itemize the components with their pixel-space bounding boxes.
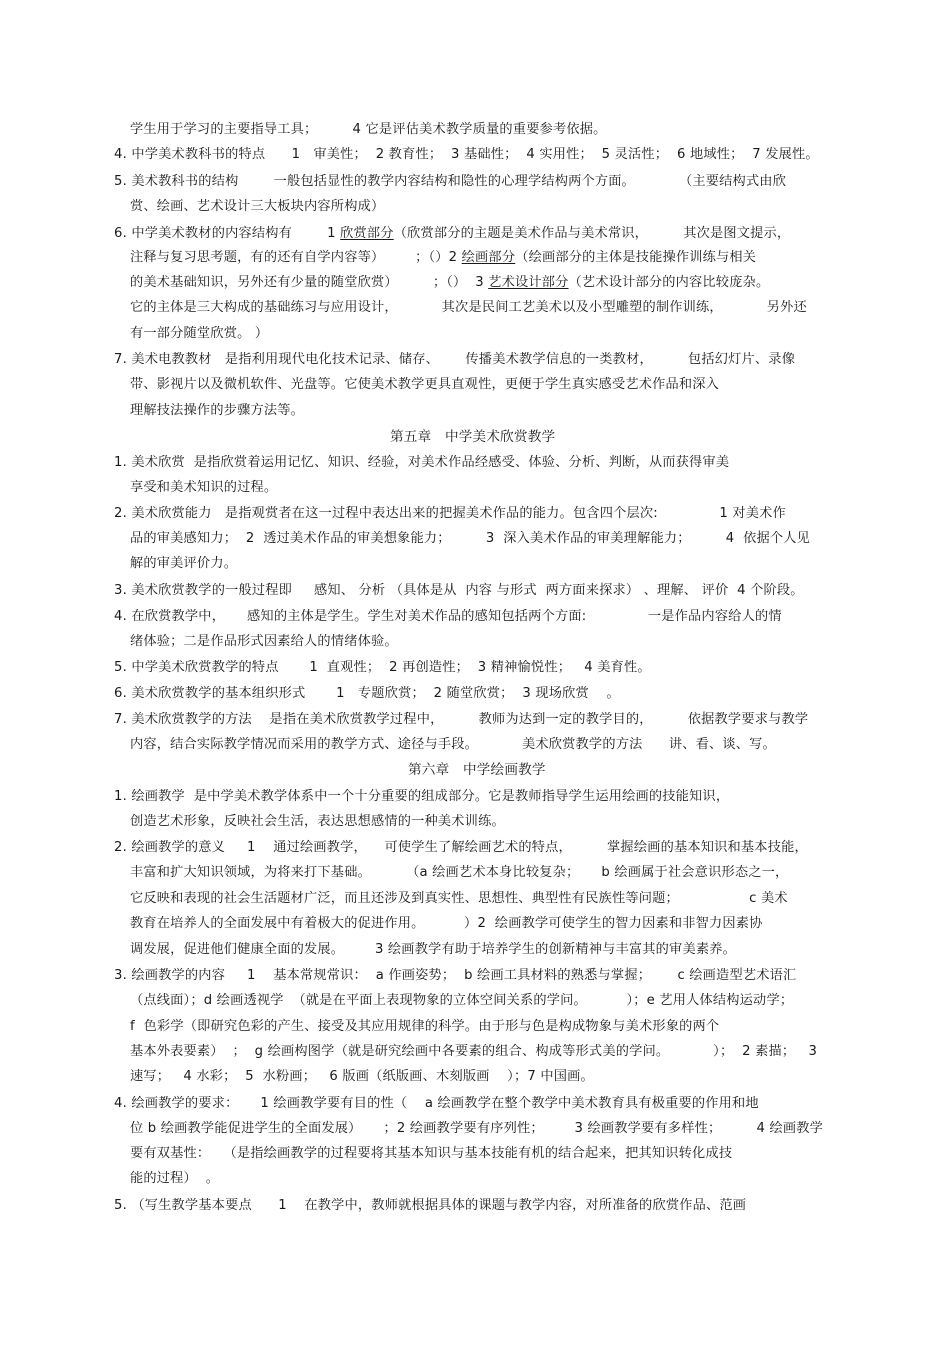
text-line: 带、影视片以及微机软件、光盘等。它使美术教学更具直观性，更便于学生真实感受艺术作品和深入 — [130, 377, 720, 392]
text-line: 基本外表要素） ； g 绘画构图学（就是研究绘画中各要素的组合、构成等形式美的学问。 ）； 2 素描； 3 — [130, 1044, 818, 1059]
text-line: 1. 美术欣赏 是指欣赏着运用记忆、知识、经验，对美术作品经感受、体验、分析、判断，从而获得审美 — [114, 455, 730, 470]
text-span: （欣赏部分的主题是美术作品与美术常识， 其次是图文提示， — [393, 226, 791, 241]
text-line: 有一部分随堂欣赏。 ） — [130, 326, 269, 341]
text-line: 2. 绘画教学的意义 1 通过绘画教学， 可使学生了解绘画艺术的特点， 掌握绘画的基本知识和基本技能， — [114, 840, 808, 855]
chapter-title: 第五章 中学美术欣赏教学 — [390, 429, 556, 445]
text-line: 4. 中学美术教科书的特点 1 审美性； 2 教育性； 3 基础性； 4 实用性； 5 灵活性； 6 地域性； 7 发展性。 — [114, 147, 819, 162]
text-line: 5. 美术教科书的结构 一般包括显性的教学内容结构和隐性的心理学结构两个方面。 （主要结构式由欣 — [114, 174, 787, 189]
text-line: 绪体验；二是作品形式因素给人的情绪体验。 — [130, 634, 398, 649]
text-line: 3. 美术欣赏教学的一般过程即 感知、 分析 （具体是从 内容 与形式 两方面来探求） 、理解、 评价 4 个阶段。 — [114, 583, 804, 598]
text-line: 学生用于学习的主要指导工具； 4 它是评估美术教学质量的重要参考依据。 — [130, 122, 607, 137]
text-line: 3. 绘画教学的内容 1 基本常规常识： a 作画姿势； b 绘画工具材料的熟悉与掌握； c 绘画造型艺术语汇 — [114, 968, 797, 983]
text-span: （艺术设计部分的内容比较庞杂。 — [568, 275, 770, 290]
text-span: （绘画部分的主体是技能操作训练与相关 — [515, 250, 757, 265]
underlined-term: 艺术设计部分 — [488, 275, 569, 290]
text-line: 解的审美评价力。 — [130, 556, 238, 571]
text-line: 1. 绘画教学 是中学美术教学体系中一个十分重要的组成部分。它是教师指导学生运用绘画的技能知识， — [114, 789, 730, 804]
text-line: 4. 绘画教学的要求： 1 绘画教学要有目的性（ a 绘画教学在整个教学中美术教育具有极重要的作用和地 — [114, 1096, 759, 1111]
text-line: 7. 美术欣赏教学的方法 是指在美术欣赏教学过程中， 教师为达到一定的教学目的， 依据教学要求与教学 — [114, 712, 809, 727]
text-line: （点线面）；d 绘画透视学 （就是在平面上表现物象的立体空间关系的学问。 ）；e 艺用人体结构运动学； — [130, 993, 794, 1008]
text-span: 6. 中学美术教材的内容结构有 1 — [114, 226, 341, 241]
text-line — [114, 225, 790, 243]
text-line: 5. 中学美术欣赏教学的特点 1 直观性； 2 再创造性； 3 精神愉悦性； 4 美育性。 — [114, 660, 651, 675]
text-line: 品的审美感知力； 2 透过美术作品的审美想象能力； 3 深入美术作品的审美理解能力； 4 依据个人见 — [130, 531, 811, 546]
text-line: 位 b 绘画教学能促进学生的全面发展） ；2 绘画教学要有序列性； 3 绘画教学要有多样性； 4 绘画教学 — [130, 1121, 824, 1136]
text-line: 创造艺术形象，反映社会生活，表达思想感情的一种美术训练。 — [130, 814, 505, 829]
text-line: 能的过程） 。 — [130, 1171, 220, 1186]
text-line: 2. 美术欣赏能力 是指观赏者在这一过程中表达出来的把握美术作品的能力。包含四个层次: 1 对美术作 — [114, 506, 786, 521]
text-line: 它反映和表现的社会生活题材广泛，而且还涉及到真实性、思想性、典型性有民族性等问题； c 美术 — [130, 891, 788, 906]
underlined-term: 欣赏部分 — [340, 226, 394, 241]
text-line — [130, 274, 769, 292]
text-line: 赏、绘画、艺术设计三大板块内容所构成） — [130, 199, 385, 214]
text-span: 注释与复习思考题，有的还有自学内容等） ；（）2 — [130, 250, 462, 265]
chapter-title: 第六章 中学绘画教学 — [408, 762, 546, 778]
text-line: 理解技法操作的步骤方法等。 — [130, 403, 305, 418]
text-line: 7. 美术电教教材 是指利用现代电化技术记录、储存、 传播美术教学信息的一类教材， 包括幻灯片、录像 — [114, 352, 796, 367]
text-line: 5. （写生教学基本要点 1 在教学中，教师就根据具体的课题与教学内容，对所准备的欣赏作品、范画 — [114, 1198, 747, 1213]
text-line: 它的主体是三大构成的基础练习与应用设计， 其次是民间工艺美术以及小型雕塑的制作训练， 另外还 — [130, 300, 807, 315]
underlined-term: 绘画部分 — [461, 250, 516, 265]
text-line — [130, 249, 756, 267]
text-line: 丰富和扩大知识领域，为将来打下基础。 （a 绘画艺术本身比较复杂； b 绘画属于社会意识形态之一， — [130, 865, 789, 880]
text-line: 教育在培养人的全面发展中有着极大的促进作用。 ）2 绘画教学可使学生的智力因素和非智力因素协 — [130, 916, 763, 931]
text-line: 要有双基性： （是指绘画教学的过程要将其基本知识与基本技能有机的结合起来，把其知识转化成技 — [130, 1146, 733, 1161]
text-line: 享受和美术知识的过程。 — [130, 480, 278, 495]
text-line: 内容，结合实际教学情况而采用的教学方式、途径与手段。 美术欣赏教学的方法 讲、看、谈、写。 — [130, 737, 776, 752]
text-line: 调发展，促进他们健康全面的发展。 3 绘画教学有助于培养学生的创新精神与丰富其的审美素养。 — [130, 942, 736, 957]
text-line: f 色彩学（即研究色彩的产生、接受及其应用规律的科学。由于形与色是构成物象与美术形象的两个 — [130, 1019, 720, 1034]
text-line: 4. 在欣赏教学中， 感知的主体是学生。学生对美术作品的感知包括两个方面: 一是作品内容给人的情 — [114, 609, 782, 624]
text-line: 6. 美术欣赏教学的基本组织形式 1 专题欣赏； 2 随堂欣赏； 3 现场欣赏 。 — [114, 686, 620, 701]
text-span: 的美术基础知识，另外还有少量的随堂欣赏） ；（） 3 — [130, 275, 489, 290]
text-line: 速写； 4 水彩； 5 水粉画； 6 版画（纸版画、木刻版画 ）；7 中国画。 — [130, 1069, 594, 1084]
